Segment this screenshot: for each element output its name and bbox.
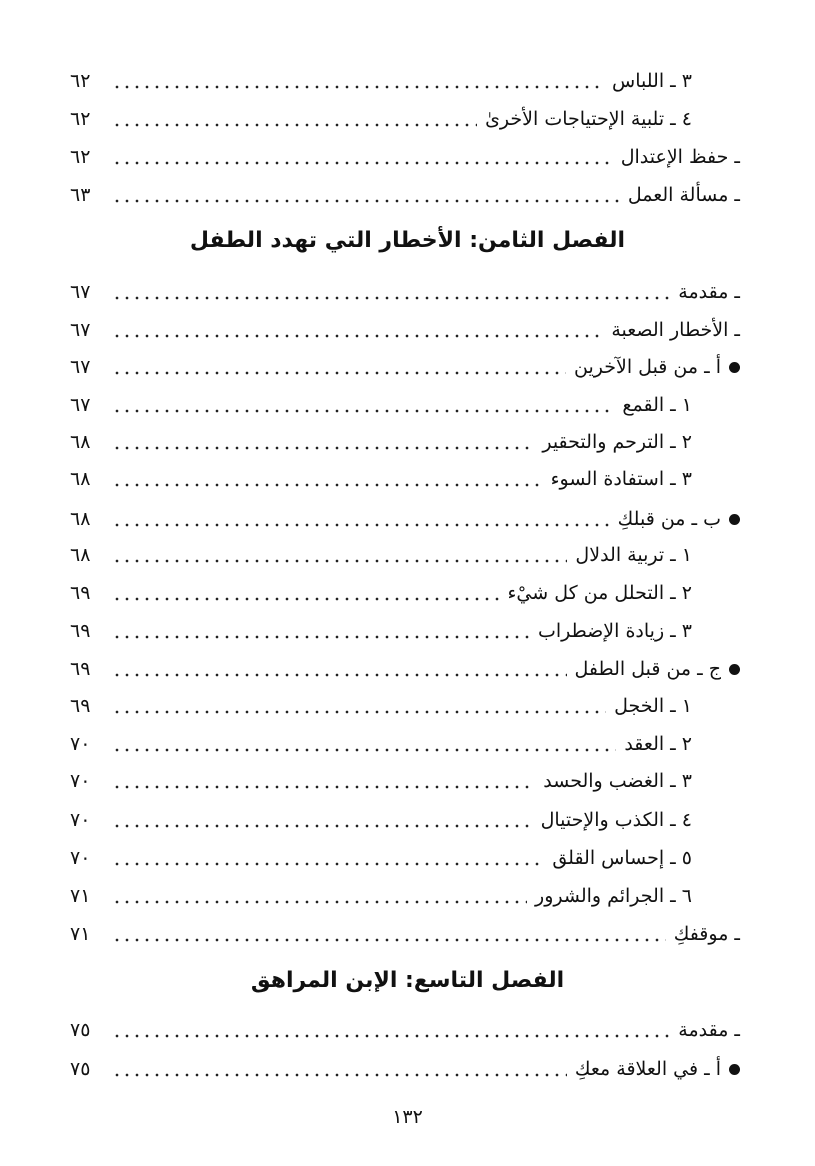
dot-leader [112,841,544,875]
dot-leader [112,388,614,422]
page-number: ٧٠ [70,847,91,869]
toc-entry [70,614,740,648]
dot-leader [112,879,527,913]
dot-leader [112,425,534,459]
dot-leader [112,538,567,572]
bullet-icon [729,1064,740,1075]
page-number: ٦٢ [70,70,91,92]
entry-text: ـ مقدمة [678,1019,740,1041]
entry-text: ـ حفظ الإعتدال [620,146,740,168]
entry-text: ٣ ـ استفادة السوء [550,468,692,490]
page-number: ٦٩ [70,582,91,604]
entry-text: أ ـ في العلاقة معكِ [574,1058,721,1080]
toc-entry [70,313,740,347]
entry-text: ١ ـ الخجل [614,695,692,717]
page-number: ٦٨ [70,508,91,530]
entry-text: ٦ ـ الجرائم والشرور [535,885,692,907]
dot-leader [112,764,535,798]
dot-leader [112,462,543,496]
page-number: ٦٢ [70,146,91,168]
dot-leader [112,1052,567,1086]
dot-leader [112,727,616,761]
toc-entry [70,538,740,572]
page-number: ٦٩ [70,620,91,642]
entry-text: ٣ ـ الغضب والحسد [543,770,692,792]
chapter-title: الفصل التاسع: الإبن المراهق [250,968,565,993]
entry-text: ـ الأخطار الصعبة [611,319,740,341]
entry-text: ب ـ من قبلكِ [617,508,721,530]
dot-leader [112,917,666,951]
dot-leader [112,614,530,648]
toc-entry [70,425,740,459]
entry-text: ٢ ـ التحلل من كل شيْء [507,582,692,604]
toc-entry [70,727,740,761]
dot-leader [112,102,477,136]
bullet-icon [729,514,740,525]
entry-text: ٣ ـ اللباس [612,70,692,92]
toc-entry [70,1013,740,1047]
dot-leader [112,652,567,686]
entry-text: ـ مسألة العمل [627,184,740,206]
toc-entry [70,652,740,686]
page-number: ٧٠ [70,809,91,831]
page-number: ٧٠ [70,770,91,792]
entry-text: ٤ ـ الكذب والإحتيال [540,809,692,831]
bullet-icon [729,362,740,373]
toc-entry [70,350,740,384]
entry-text: ٢ ـ العقد [624,733,692,755]
page-number: ٦٨ [70,431,91,453]
entry-text: أ ـ من قبل الآخرين [574,356,721,378]
page-number: ٦٢ [70,108,91,130]
page-number: ٧١ [70,885,91,907]
dot-leader [112,178,620,212]
toc-entry [70,764,740,798]
entry-text: ٣ ـ زيادة الإضطراب [537,620,692,642]
toc-entry [70,689,740,723]
page-number: ٦٧ [70,356,91,378]
entry-text: ١ ـ القمع [622,394,692,416]
entry-text: ج ـ من قبل الطفل [574,658,721,680]
dot-leader [112,64,604,98]
entry-text: ١ ـ تربية الدلال [575,544,692,566]
dot-leader [112,313,603,347]
page-folio: ١٣٢ [392,1106,423,1128]
dot-leader [112,576,500,610]
page-number: ٧٥ [70,1019,91,1041]
entry-text: ـ موقفكِ [673,923,740,945]
page-number: ٦٨ [70,544,91,566]
toc-entry [70,178,740,212]
toc-entry [70,803,740,837]
entry-text: ٤ ـ تلبية الإحتياجات الأخرىٰ [485,108,692,130]
toc-entry [70,502,740,536]
entry-text: ٢ ـ الترحم والتحقير [542,431,692,453]
toc-entry [70,576,740,610]
page-number: ٦٣ [70,184,91,206]
toc-entry [70,841,740,875]
dot-leader [112,140,613,174]
toc-entry [70,879,740,913]
toc-entry [70,462,740,496]
dot-leader [112,502,610,536]
toc-entry [70,64,740,98]
page-number: ٦٨ [70,468,91,490]
toc-entry [70,140,740,174]
toc-entry [70,1052,740,1086]
bullet-icon [729,664,740,675]
dot-leader [112,275,670,309]
toc-entry [70,275,740,309]
page-number: ٦٧ [70,281,91,303]
page-number: ٧١ [70,923,91,945]
dot-leader [112,689,606,723]
page-number: ٧٥ [70,1058,91,1080]
toc-entry [70,102,740,136]
entry-text: ـ مقدمة [678,281,740,303]
chapter-title: الفصل الثامن: الأخطار التي تهدد الطفل [189,228,626,253]
page-number: ٦٧ [70,394,91,416]
page-number: ٧٠ [70,733,91,755]
entry-text: ٥ ـ إحساس القلق [552,847,692,869]
page-number: ٦٧ [70,319,91,341]
page-number: ٦٩ [70,695,91,717]
toc-entry [70,917,740,951]
dot-leader [112,350,566,384]
dot-leader [112,803,533,837]
toc-entry [70,388,740,422]
page-number: ٦٩ [70,658,91,680]
dot-leader [112,1013,670,1047]
